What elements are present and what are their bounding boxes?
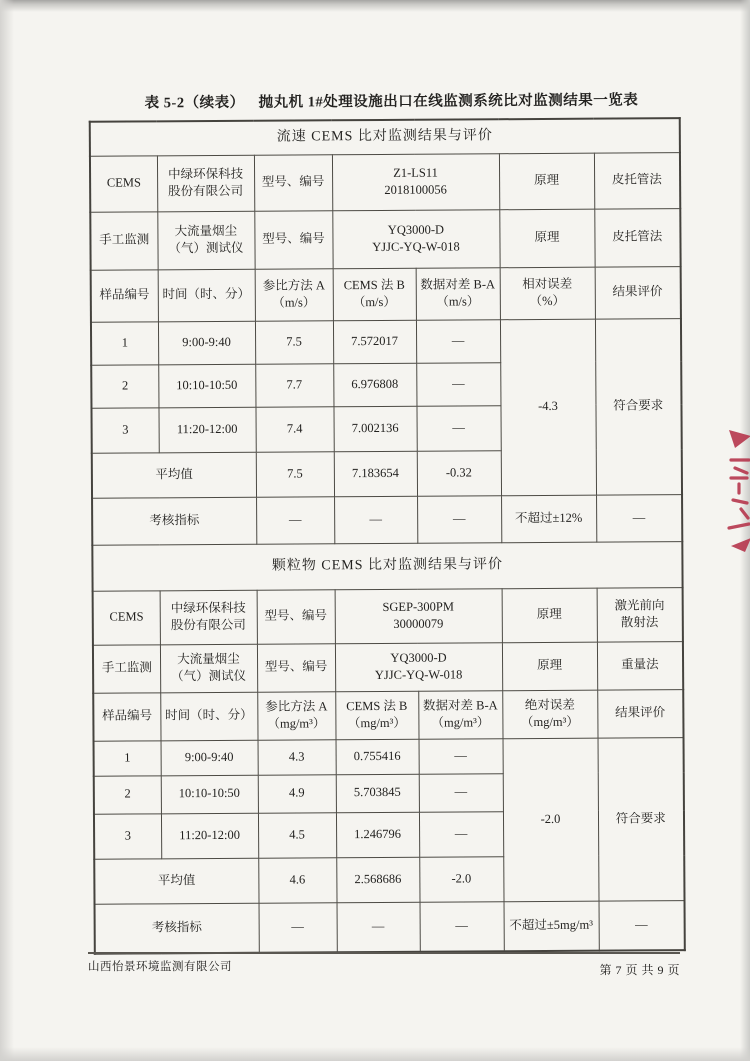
dust-row2-time: 10:10-10:50 <box>161 775 258 814</box>
flow-row2-cems: 6.976808 <box>333 363 416 407</box>
flow-manual-model-label: 型号、编号 <box>254 210 332 268</box>
page-title: 抛丸机 1#处理设施出口在线监测系统比对监测结果一览表 <box>258 92 639 111</box>
flow-header-diff: 数据对差 B-A （m/s） <box>416 267 500 320</box>
flow-row2-time: 10:10-10:50 <box>158 364 255 408</box>
dust-header-time: 时间（时、分） <box>160 692 257 741</box>
red-stamp <box>723 424 750 556</box>
dust-header-error: 绝对误差 （mg/m³） <box>502 690 597 739</box>
dust-manual-name: 大流量烟尘 （气）测试仪 <box>160 644 257 693</box>
dust-cems-principle: 激光前向 散射法 <box>597 587 683 642</box>
flow-header-result: 结果评价 <box>595 266 681 319</box>
table-row <box>92 494 682 545</box>
flow-result: 符合要求 <box>595 318 682 495</box>
dust-header-ref: 参比方法 A （mg/m³） <box>257 691 335 739</box>
dust-assessment-label: 考核指标 <box>95 903 259 954</box>
flow-manual-name: 大流量烟尘 （气）测试仪 <box>157 211 254 270</box>
dust-row3-ref: 4.5 <box>258 812 336 857</box>
flow-row2-ref: 7.7 <box>255 363 333 406</box>
dust-row3-time: 11:20-12:00 <box>161 813 258 859</box>
dust-absolute-error: -2.0 <box>503 738 599 902</box>
dust-row2-ref: 4.9 <box>258 774 336 812</box>
flow-manual-principle: 皮托管法 <box>594 208 680 267</box>
dust-header-diff: 数据对差 B-A （mg/m³） <box>418 690 502 739</box>
dust-manual-label: 手工监测 <box>93 644 160 692</box>
flow-cems-principle-label: 原理 <box>499 153 594 210</box>
dust-manual-model-label: 型号、编号 <box>257 643 335 691</box>
flow-manual-label: 手工监测 <box>90 211 157 269</box>
dust-row1-time: 9:00-9:40 <box>161 740 258 776</box>
dust-average-ref: 4.6 <box>258 857 336 902</box>
flow-average-ref: 7.5 <box>256 451 334 496</box>
dust-assessment-diff: — <box>420 901 504 952</box>
page-footer <box>88 952 680 978</box>
flow-row1-ref: 7.5 <box>255 320 333 363</box>
dust-manual-model: YQ3000-D YJJC-YQ-W-018 <box>335 642 502 691</box>
scan-edge-bottom <box>0 1047 750 1061</box>
dust-row3-cems: 1.246796 <box>336 812 419 858</box>
flow-row2-diff: — <box>416 362 500 406</box>
flow-assessment-result: — <box>596 494 682 542</box>
flow-row3-no: 3 <box>91 407 158 452</box>
flow-row2-no: 2 <box>91 364 158 407</box>
table-row <box>91 318 681 365</box>
dust-header-result: 结果评价 <box>597 689 683 738</box>
dust-row1-diff: — <box>419 738 503 774</box>
dust-cems-name: 中绿环保科技 股份有限公司 <box>160 590 257 645</box>
monitoring-results-table <box>89 117 686 955</box>
dust-cems-label: CEMS <box>93 590 160 644</box>
flow-row1-time: 9:00-9:40 <box>158 321 255 365</box>
footer-company: 山西怡景环境监测有限公司 <box>88 961 232 973</box>
table-number-label: 表 5-2（续表） <box>144 94 245 112</box>
flow-assessment-cems: — <box>334 496 417 544</box>
dust-assessment-result: — <box>599 900 685 951</box>
dust-average-cems: 2.568686 <box>336 857 419 903</box>
flow-average-cems: 7.183654 <box>334 451 417 497</box>
dust-section-title: 颗粒物 CEMS 比对监测结果与评价 <box>92 541 682 591</box>
flow-header-time: 时间（时、分） <box>158 269 255 322</box>
dust-cems-model-label: 型号、编号 <box>257 589 335 643</box>
flow-row1-no: 1 <box>91 321 158 364</box>
dust-cems-model: SGEP-300PM 30000079 <box>335 588 502 643</box>
flow-assessment-limit: 不超过±12% <box>501 495 596 543</box>
dust-cems-principle-label: 原理 <box>502 588 597 643</box>
dust-row1-ref: 4.3 <box>258 739 336 774</box>
dust-manual-principle: 重量法 <box>597 641 683 690</box>
flow-header-no: 样品编号 <box>91 269 158 321</box>
title-bar <box>89 88 679 113</box>
dust-assessment-cems: — <box>337 902 420 953</box>
flow-average-diff: -0.32 <box>417 450 501 496</box>
flow-relative-error: -4.3 <box>500 319 596 496</box>
flow-cems-label: CEMS <box>90 155 157 211</box>
flow-manual-principle-label: 原理 <box>499 209 594 268</box>
flow-header-error: 相对误差 （%） <box>500 267 595 320</box>
table-row <box>94 737 684 776</box>
dust-average-diff: -2.0 <box>419 856 503 902</box>
flow-cems-name: 中绿环保科技 股份有限公司 <box>157 155 254 212</box>
dust-row2-no: 2 <box>94 775 161 813</box>
flow-cems-principle: 皮托管法 <box>594 152 680 209</box>
dust-assessment-limit: 不超过±5mg/m³ <box>504 901 599 952</box>
dust-row3-no: 3 <box>94 813 161 858</box>
flow-cems-model: Z1-LS11 2018100056 <box>332 153 499 210</box>
flow-manual-model: YQ3000-D YJJC-YQ-W-018 <box>332 209 499 268</box>
flow-header-ref: 参比方法 A （m/s） <box>255 268 333 320</box>
flow-assessment-diff: — <box>417 495 501 543</box>
dust-assessment-ref: — <box>259 902 337 952</box>
table-row <box>95 900 685 954</box>
dust-header-no: 样品编号 <box>93 692 160 740</box>
dust-row2-diff: — <box>419 773 503 812</box>
dust-row2-cems: 5.703845 <box>336 774 419 813</box>
dust-row1-no: 1 <box>94 740 161 775</box>
flow-assessment-ref: — <box>256 496 334 543</box>
flow-section-title: 流速 CEMS 比对监测结果与评价 <box>90 118 680 156</box>
flow-header-cems: CEMS 法 B （m/s） <box>333 268 416 321</box>
dust-row1-cems: 0.755416 <box>336 739 419 775</box>
dust-header-cems: CEMS 法 B （mg/m³） <box>335 691 418 740</box>
dust-average-label: 平均值 <box>94 858 258 904</box>
flow-average-label: 平均值 <box>92 452 256 498</box>
flow-cems-model-label: 型号、编号 <box>254 154 332 210</box>
dust-result: 符合要求 <box>598 737 685 901</box>
dust-row3-diff: — <box>419 811 503 857</box>
flow-row3-time: 11:20-12:00 <box>158 407 255 453</box>
flow-row1-diff: — <box>416 319 500 363</box>
flow-row3-ref: 7.4 <box>255 406 333 451</box>
flow-row3-cems: 7.002136 <box>333 406 416 452</box>
flow-assessment-label: 考核指标 <box>92 497 256 545</box>
flow-row3-diff: — <box>416 405 500 451</box>
dust-manual-principle-label: 原理 <box>502 642 597 691</box>
footer-page-number: 第 7 页 共 9 页 <box>599 963 680 977</box>
flow-row1-cems: 7.572017 <box>333 320 416 364</box>
